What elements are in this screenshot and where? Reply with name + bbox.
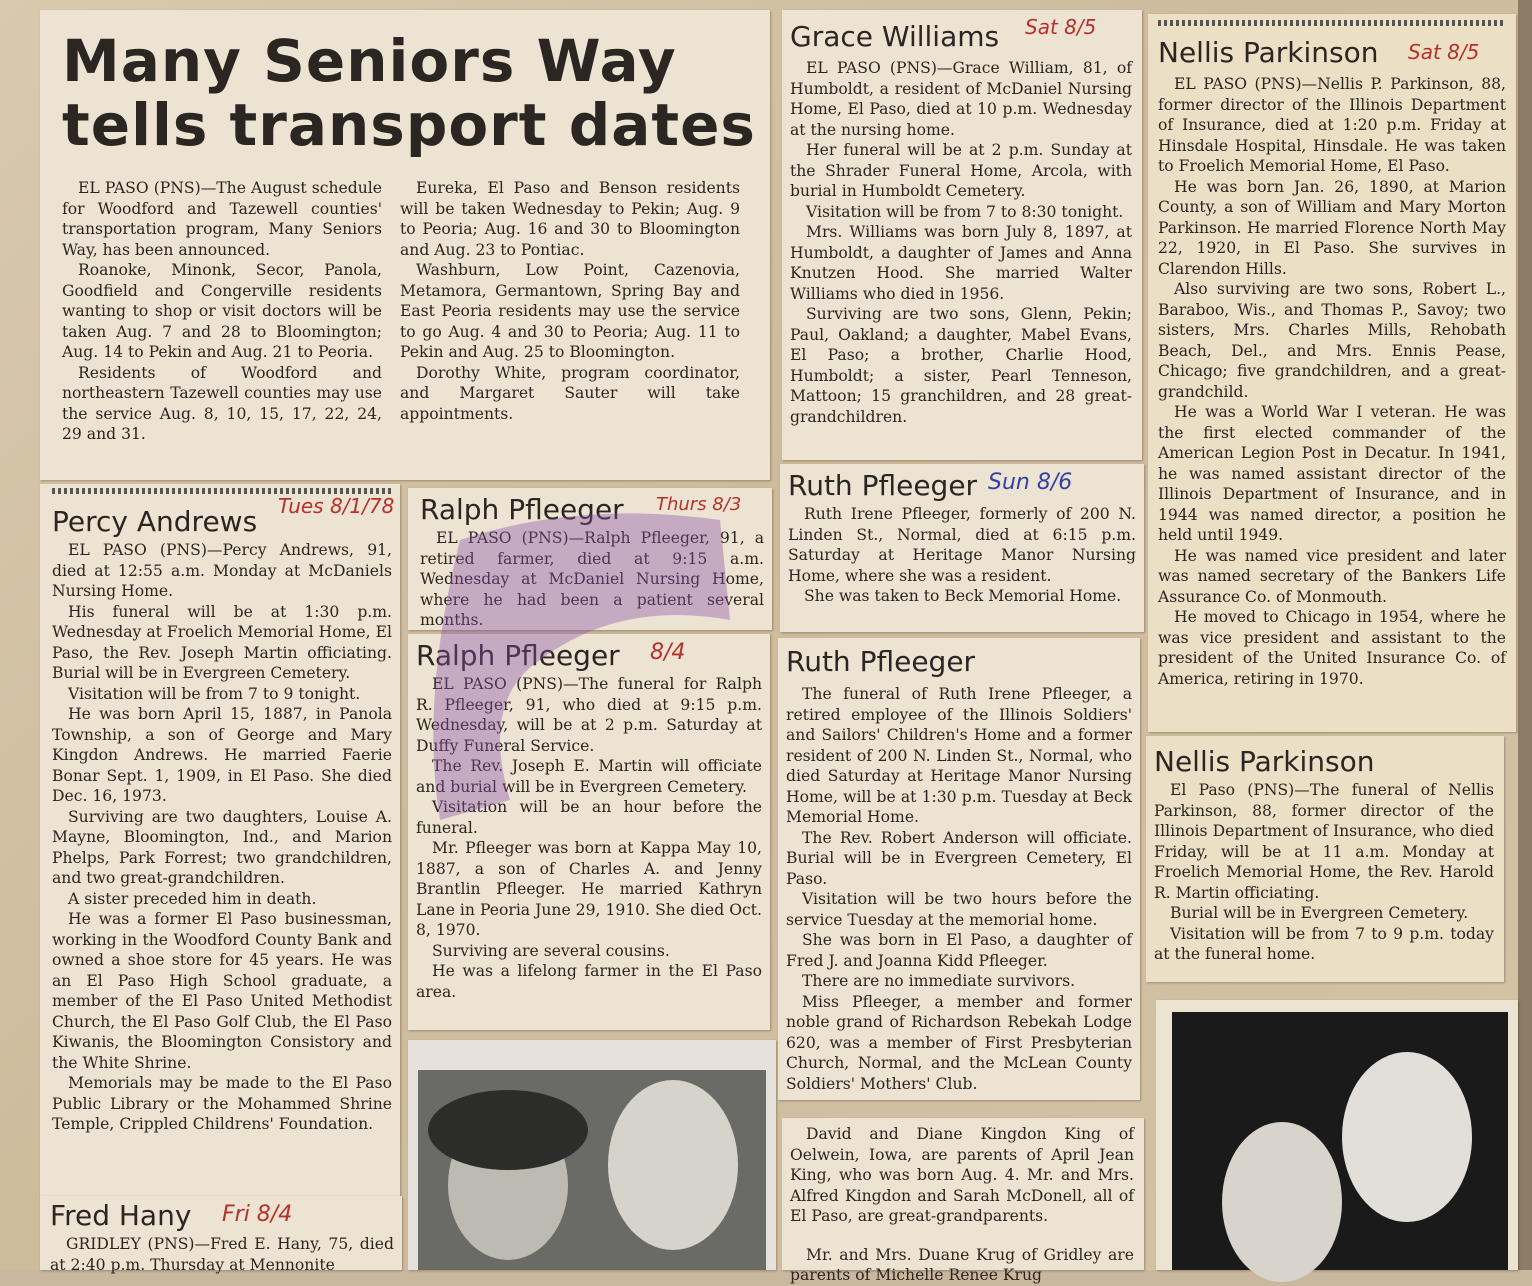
handwritten-date-note: 8/4 <box>650 640 686 665</box>
story-column-1 <box>62 178 382 445</box>
obituary-title: Ralph Pfleeger <box>420 493 624 526</box>
story-paragraph: Washburn, Low Point, Cazenovia, Metamora, Germantown, Spring Bay and East Peoria residents may use the service to go Aug. 4 and 30 to Peoria; Aug. 11 to Pekin and Aug. 25 to Bloomington. <box>400 261 740 361</box>
obituary-paragraph: She was taken to Beck Memorial Home. <box>804 587 1122 605</box>
obituary-title: Nellis Parkinson <box>1158 36 1379 69</box>
obituary-paragraph: Burial will be in Evergreen Cemetery. <box>1170 904 1469 922</box>
obituary-body <box>420 528 764 631</box>
obituary-body <box>790 58 1132 427</box>
obituary-paragraph: Surviving are two sons, Glenn, Pekin; Paul, Oakland; a daughter, Mabel Evans, El Paso; a brother, Charlie Hood, Humboldt; a sister, Pearl Tenneson, Mattoon; 15 granchildren, and 28 great-grandchildren. <box>790 305 1132 426</box>
obituary-body <box>416 674 762 1002</box>
clipping-couple-photo <box>408 1040 776 1270</box>
obituary-paragraph: Mr. Pfleeger was born at Kappa May 10, 1887, a son of Charles A. and Jenny Brantlin Pfleeger. He married Kathryn Lane in Peoria June 29, 1910. She died Oct. 8, 1970. <box>416 839 762 939</box>
obituary-body <box>50 1234 394 1275</box>
clipping-ruth-pfleeger-funeral <box>778 638 1140 1100</box>
obituary-paragraph: Also surviving are two sons, Robert L., Baraboo, Wis., and Thomas P., Savoy; two sisters, Mrs. Charles Mills, Rehobath Beach, Del., and Mrs. Ennis Pease, Chicago; five grandchildren, and a great-grandchild. <box>1158 280 1506 401</box>
obituary-title: Ruth Pfleeger <box>788 469 978 502</box>
obituary-paragraph: He was a World War I veteran. He was the first elected commander of the American Legion Post in Decatur. In 1941, he was named assistant director of the Illinois Department of Insurance, and in 1944 was named director, a position he held until 1949. <box>1158 403 1506 544</box>
obituary-paragraph: GRIDLEY (PNS)—Fred E. Hany, 75, died at 2:40 p.m. Thursday at Mennonite <box>50 1235 394 1274</box>
obituary-body <box>788 504 1136 607</box>
obituary-paragraph: He moved to Chicago in 1954, where he was vice president and assistant to the president of the United Insurance Co. of America, retiring in 1970. <box>1158 608 1506 688</box>
obituary-body <box>1154 780 1494 965</box>
clipping-many-seniors-way <box>40 10 770 480</box>
obituary-paragraph: He was born Jan. 26, 1890, at Marion County, a son of William and Mary Morton Parkinson. He married Florence North May 22, 1920, in El Paso. She survives in Clarendon Hills. <box>1158 177 1506 278</box>
obituary-title: Nellis Parkinson <box>1154 745 1375 778</box>
clipping-nellis-parkinson <box>1148 14 1516 732</box>
handwritten-date-note: Sat 8/5 <box>1025 15 1097 39</box>
story-paragraph: Eureka, El Paso and Benson residents will be taken Wednesday to Pekin; Aug. 9 to Peoria; Aug. 16 and 30 to Bloomington and Aug. 23 to Pontiac. <box>400 179 740 259</box>
obituary-title: Grace Williams <box>790 20 1000 53</box>
obituary-paragraph: Her funeral will be at 2 p.m. Sunday at the Shrader Funeral Home, Arcola, with burial in Humboldt Cemetery. <box>790 141 1132 200</box>
obituary-paragraph: Surviving are two daughters, Louise A. Mayne, Bloomington, Ind., and Marion Phelps, Park Forrest; two grandchildren, and two great-grandchildren. <box>52 807 392 887</box>
clipping-grace-williams <box>782 10 1142 460</box>
headline-line1: Many Seniors Way <box>62 27 677 95</box>
obituary-paragraph: EL PASO (PNS)—The funeral for Ralph R. Pfleeger, 91, who died at 9:15 p.m. Wednesday, will be at 2 p.m. Saturday at Duffy Funeral Service. <box>416 675 762 755</box>
obituary-paragraph: He was a former El Paso businessman, working in the Woodford County Bank and owned a shoe store for 45 years. He was an El Paso High School graduate, a member of the El Paso United Methodist Church, the El Paso Golf Club, the El Paso Kiwanis, the Bloomington Consistory and the White Shrine. <box>52 910 392 1072</box>
handwritten-date-note: Sat 8/5 <box>1408 40 1480 64</box>
obituary-body <box>786 684 1132 1094</box>
obituary-paragraph: He was named vice president and later was named secretary of the Bankers Life Assurance Co. of Monmouth. <box>1158 546 1506 606</box>
obituary-paragraph: Visitation will be from 7 to 9 tonight. <box>68 684 361 703</box>
obituary-paragraph: Memorials may be made to the El Paso Public Library or the Mohammed Shrine Temple, Crippled Childrens' Foundation. <box>52 1074 392 1133</box>
obituary-paragraph: Miss Pfleeger, a member and former noble grand of Richardson Rebekah Lodge 620, was a member of First Presbyterian Church, Normal, and the McLean County Soldiers' Mothers' Club. <box>786 992 1132 1093</box>
story-paragraph: EL PASO (PNS)—The August schedule for Woodford and Tazewell counties' transportation program, Many Seniors Way, has been announced. <box>62 179 382 259</box>
obituary-paragraph: A sister preceded him in death. <box>68 889 317 908</box>
couple-photograph <box>418 1070 766 1270</box>
obituary-body <box>52 540 392 1135</box>
story-paragraph: Roanoke, Minonk, Secor, Panola, Goodfield and Congerville residents wanting to shop or visit doctors will be taken Aug. 7 and 28 to Bloomington; Aug. 14 to Pekin and Aug. 21 to Peoria. <box>62 261 382 361</box>
obituary-paragraph: The Rev. Robert Anderson will officiate. Burial will be in Evergreen Cemetery, El Paso. <box>786 828 1132 888</box>
headline-line2: tells transport dates <box>62 91 756 159</box>
obituary-paragraph: Visitation will be from 7 to 8:30 tonight. <box>806 202 1124 221</box>
story-paragraph: Dorothy White, program coordinator, and Margaret Sauter will take appointments. <box>400 363 740 423</box>
obituary-paragraph: He was born April 15, 1887, in Panola Township, a son of George and Mary Kingdon Andrews. He married Faerie Bonar Sept. 1, 1909, in El Paso. She died Dec. 16, 1973. <box>52 705 392 805</box>
obituary-title: Ruth Pfleeger <box>786 645 976 678</box>
obituary-paragraph: She was born in El Paso, a daughter of Fred J. and Joanna Kidd Pfleeger. <box>786 931 1132 970</box>
obituary-paragraph: The funeral of Ruth Irene Pfleeger, a retired employee of the Illinois Soldiers' and Sailors' Children's Home and a former resident of 200 N. Linden St., Normal, who died Saturday at Heritage Manor Nursing Home, will be at 1:30 p.m. Tuesday at Beck Memorial Home. <box>786 685 1132 826</box>
obituary-paragraph: El Paso (PNS)—The funeral of Nellis Parkinson, 88, former director of the Illinois Department of Insurance, who died Friday, will be at 11 a.m. Monday at Froelich Memorial Home, the Rev. Harold R. Martin officiating. <box>1154 781 1494 902</box>
handwritten-date-note: Sun 8/6 <box>988 470 1073 495</box>
births-paragraph: David and Diane Kingdon King of Oelwein, Iowa, are parents of April Jean King, who was born Aug. 4. Mr. and Mrs. Alfred Kingdon and Sarah McDonell, all of El Paso, are great-grandparents. <box>790 1125 1134 1225</box>
obituary-paragraph: EL PASO (PNS)—Nellis P. Parkinson, 88, former director of the Illinois Department of Insurance, died at 1:20 p.m. Friday at Hinsdale Hospital, Hinsdale. He was taken to Froelich Memorial Home, El Paso. <box>1158 75 1506 175</box>
births-paragraph: Mr. and Mrs. Duane Krug of Gridley are parents of Michelle Renee Krug <box>790 1245 1134 1284</box>
handwritten-date-note: Tues 8/1/78 <box>278 494 395 518</box>
obituary-paragraph: He was a lifelong farmer in the El Paso area. <box>416 962 762 1001</box>
story-column-2 <box>400 178 740 445</box>
binder-edge <box>1518 0 1532 1270</box>
obituary-paragraph: EL PASO (PNS)—Grace William, 81, of Humboldt, a resident of McDaniel Nursing Home, El Paso, died at 10 p.m. Wednesday at the nursing home. <box>790 59 1132 139</box>
handwritten-date-note: Fri 8/4 <box>222 1202 293 1227</box>
obituary-paragraph: Visitation will be two hours before the service Tuesday at the memorial home. <box>786 890 1132 929</box>
clipping-fred-hany <box>40 1196 402 1274</box>
clipping-wedding-photo <box>1156 1000 1518 1270</box>
handwritten-date-note: Thurs 8/3 <box>656 494 742 515</box>
obituary-title: Percy Andrews <box>52 505 258 538</box>
wedding-photograph <box>1172 1012 1508 1270</box>
groom-face <box>1342 1052 1472 1222</box>
obituary-paragraph: His funeral will be at 1:30 p.m. Wednesday at Froelich Memorial Home, El Paso, the Rev. Joseph Martin officiating. Burial will be in Evergreen Cemetery. <box>52 602 392 682</box>
obituary-paragraph: EL PASO (PNS)—Ralph Pfleeger, 91, a retired farmer, died at 9:15 a.m. Wednesday at McDaniel Nursing Home, where he had been a patient several months. <box>420 529 764 629</box>
obituary-paragraph: Visitation will be an hour before the funeral. <box>416 798 762 837</box>
obituary-body <box>1158 74 1506 689</box>
births-body <box>790 1124 1134 1286</box>
obituary-title: Ralph Pfleeger <box>416 639 620 672</box>
clipping-ralph-pfleeger-funeral <box>408 634 770 1030</box>
bride-face <box>1222 1122 1342 1282</box>
decorative-border <box>1158 20 1506 26</box>
obituary-paragraph: Visitation will be from 7 to 9 p.m. today at the funeral home. <box>1154 924 1494 963</box>
obituary-paragraph: The Rev. Joseph E. Martin will officiate and burial will be in Evergreen Cemetery. <box>416 757 762 796</box>
obituary-title: Fred Hany <box>50 1199 192 1232</box>
obituary-paragraph: Ruth Irene Pfleeger, formerly of 200 N. Linden St., Normal, died at 6:15 p.m. Saturday at Heritage Manor Nursing Home, where she was a resident. <box>788 505 1136 585</box>
man-face <box>608 1080 738 1250</box>
clipping-percy-andrews <box>40 484 400 1200</box>
story-paragraph: Residents of Woodford and northeastern Tazewell counties may use the service Aug. 8, 10, 15, 17, 22, 24, 29 and 31. <box>62 363 382 443</box>
obituary-paragraph: There are no immediate survivors. <box>802 972 1076 990</box>
obituary-paragraph: Surviving are several cousins. <box>432 941 670 960</box>
clipping-nellis-parkinson-funeral <box>1146 736 1504 982</box>
clipping-births <box>782 1118 1144 1284</box>
obituary-paragraph: Mrs. Williams was born July 8, 1897, at Humboldt, a daughter of James and Anna Knutzen Hood. She married Walter Williams who died in 1956. <box>790 223 1132 303</box>
obituary-paragraph: EL PASO (PNS)—Percy Andrews, 91, died at 12:55 a.m. Monday at McDaniels Nursing Home. <box>52 541 392 600</box>
woman-hair <box>428 1090 588 1170</box>
clipping-ruth-pfleeger <box>780 464 1144 632</box>
